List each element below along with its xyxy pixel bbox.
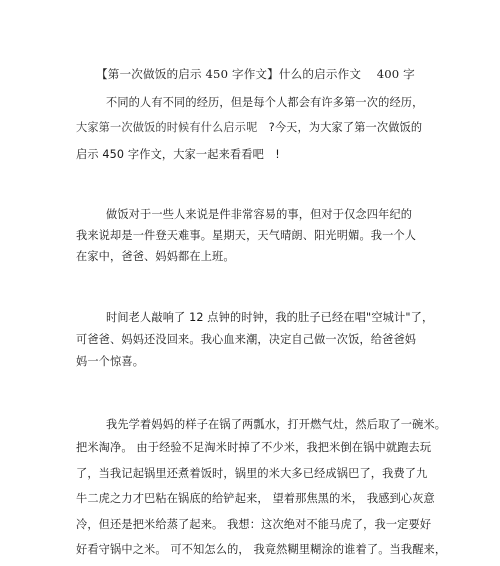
paragraph-4-line-5: 冷，但还是把米给蒸了起来。 我想：这次绝对不能马虎了，我一定要好	[76, 518, 432, 531]
paragraph-3-line-3: 妈一个惊喜。	[76, 355, 145, 368]
paragraph-4-line-2: 把米淘净。 由于经验不足淘米时掉了不少米，我把米倒在锅中就跑去玩	[76, 441, 432, 454]
paragraph-1-line-1: 不同的人有不同的经历，但是每个人都会有许多第一次的经历，	[106, 96, 424, 109]
paragraph-2-line-2: 我来说却是一件登天难事。星期天，天气晴朗、阳光明媚。我一个人	[76, 229, 417, 242]
paragraph-4-line-1: 我先学着妈妈的样子在锅了两瓢水，打开燃气灶，然后取了一碗米。	[106, 418, 447, 431]
paragraph-3-line-1: 时间老人敲响了 12 点钟的时钟，我的肚子已经在唱"空城计"了，	[106, 311, 434, 324]
paragraph-4-line-3: 了，当我记起锅里还煮着饭时，锅里的米大多已经成锅巴了，我费了九	[76, 467, 428, 480]
paragraph-4-line-6: 好看守锅中之米。 可不知怎么的， 我竟然糊里糊涂的谁着了。当我醒来，	[76, 543, 447, 556]
paragraph-4-line-4: 牛二虎之力才巴粘在锅底的给铲起来， 望着那焦黑的米， 我感到心灰意	[76, 492, 435, 505]
paragraph-2-line-1: 做饭对于一些人来说是件非常容易的事，但对于仅念四年纪的	[106, 208, 413, 221]
paragraph-2-line-3: 在家中，爸爸、妈妈都在上班。	[76, 250, 235, 263]
paragraph-1-line-2-sans: ?今天，为大家了第一次做饭的	[268, 121, 423, 134]
paragraph-1-line-3: 启示 450 字作文，大家一起来看看吧 !	[76, 148, 280, 161]
paragraph-1-line-2	[76, 121, 422, 135]
paragraph-1-line-2-serif: 大家第一次做饭的时候有什么启示呢	[76, 121, 269, 134]
document-title: 【第一次做饭的启示 450 字作文】什么的启示作文 400 字	[96, 67, 415, 81]
paragraph-3-line-2: 可爸爸、妈妈还没回来。我心血来潮，决定自己做一次饭，给爸爸妈	[76, 333, 417, 346]
